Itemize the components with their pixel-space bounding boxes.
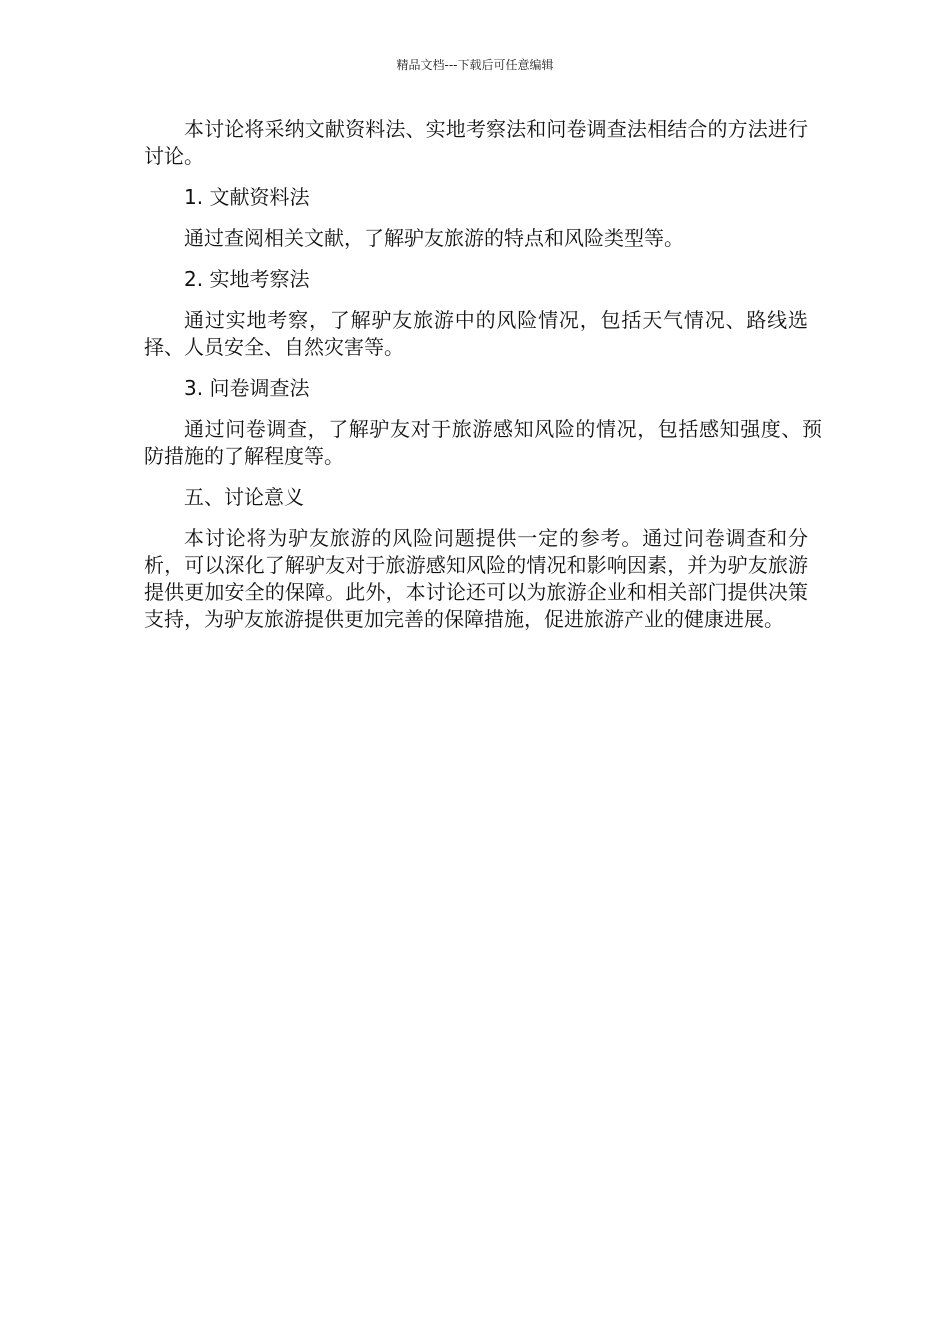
method2-heading: 2. 实地考察法	[184, 267, 310, 291]
page-header: 精品文档---下载后可任意编辑	[396, 58, 554, 72]
method3-heading: 3. 问卷调查法	[184, 376, 310, 400]
section5-paragraph: 本讨论将为驴友旅游的风险问题提供一定的参考。通过问卷调查和分析，可以深化了解驴友对于旅游感知风险的情况和影响因素，并为驴友旅游提供更加安全的保障。此外，本讨论还可以为旅游企业和相关部门提供决策支持，为驴友旅游提供更加完善的保障措施，促进旅游产业的健康进展。	[144, 526, 808, 631]
document-body	[144, 116, 822, 647]
method1-paragraph: 通过查阅相关文献，了解驴友旅游的特点和风险类型等。	[184, 226, 684, 250]
section5-heading: 五、讨论意义	[184, 485, 304, 509]
intro-paragraph: 本讨论将采纳文献资料法、实地考察法和问卷调查法相结合的方法进行讨论。	[144, 117, 808, 168]
method2-paragraph: 通过实地考察，了解驴友旅游中的风险情况，包括天气情况、路线选择、人员安全、自然灾害等。	[144, 308, 808, 359]
method3-paragraph: 通过问卷调查，了解驴友对于旅游感知风险的情况，包括感知强度、预防措施的了解程度等。	[144, 417, 822, 468]
method1-heading: 1. 文献资料法	[184, 185, 310, 209]
